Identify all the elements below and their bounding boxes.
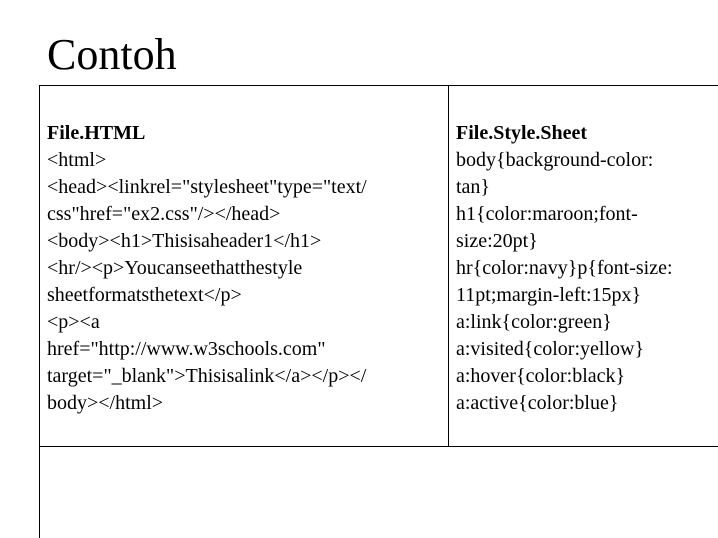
css-code-line: 11pt;margin-left:15px} [456, 284, 642, 306]
html-code-line: body></html> [47, 392, 164, 414]
html-code-line: sheetformatsthetext</p> [47, 284, 242, 306]
html-code-line: <html> [47, 149, 107, 171]
html-code-line: href="http://www.w3schools.com" [47, 338, 326, 360]
table-column-divider [448, 85, 449, 447]
html-code-line: <hr/><p>Youcanseethatthestyle [47, 257, 303, 279]
css-code-line: hr{color:navy}p{font-size: [456, 257, 673, 279]
html-file-heading: File.HTML [47, 122, 146, 144]
html-code-line: <head><linkrel="stylesheet"type="text/ [47, 176, 367, 198]
css-code-line: a:visited{color:yellow} [456, 338, 645, 360]
html-code-line: <body><h1>Thisisaheader1</h1> [47, 230, 322, 252]
html-code-cell [47, 120, 367, 417]
html-code-line: <p><a [47, 311, 100, 333]
css-code-line: body{background-color: [456, 149, 654, 171]
stylesheet-file-heading: File.Style.Sheet [456, 122, 588, 144]
css-code-cell [456, 120, 673, 417]
css-code-line: a:active{color:blue} [456, 392, 619, 414]
table-left-border [39, 85, 40, 538]
css-code-line: size:20pt} [456, 230, 538, 252]
css-code-line: a:hover{color:black} [456, 365, 626, 387]
table-row-divider [39, 446, 718, 447]
table-top-border [39, 85, 718, 86]
css-code-line: tan} [456, 176, 491, 198]
css-code-line: h1{color:maroon;font- [456, 203, 638, 225]
html-code-line: target="_blank">Thisisalink</a></p></ [47, 365, 367, 387]
slide-title: Contoh [47, 30, 177, 79]
html-code-line: css"href="ex2.css"/></head> [47, 203, 281, 225]
css-code-line: a:link{color:green} [456, 311, 612, 333]
